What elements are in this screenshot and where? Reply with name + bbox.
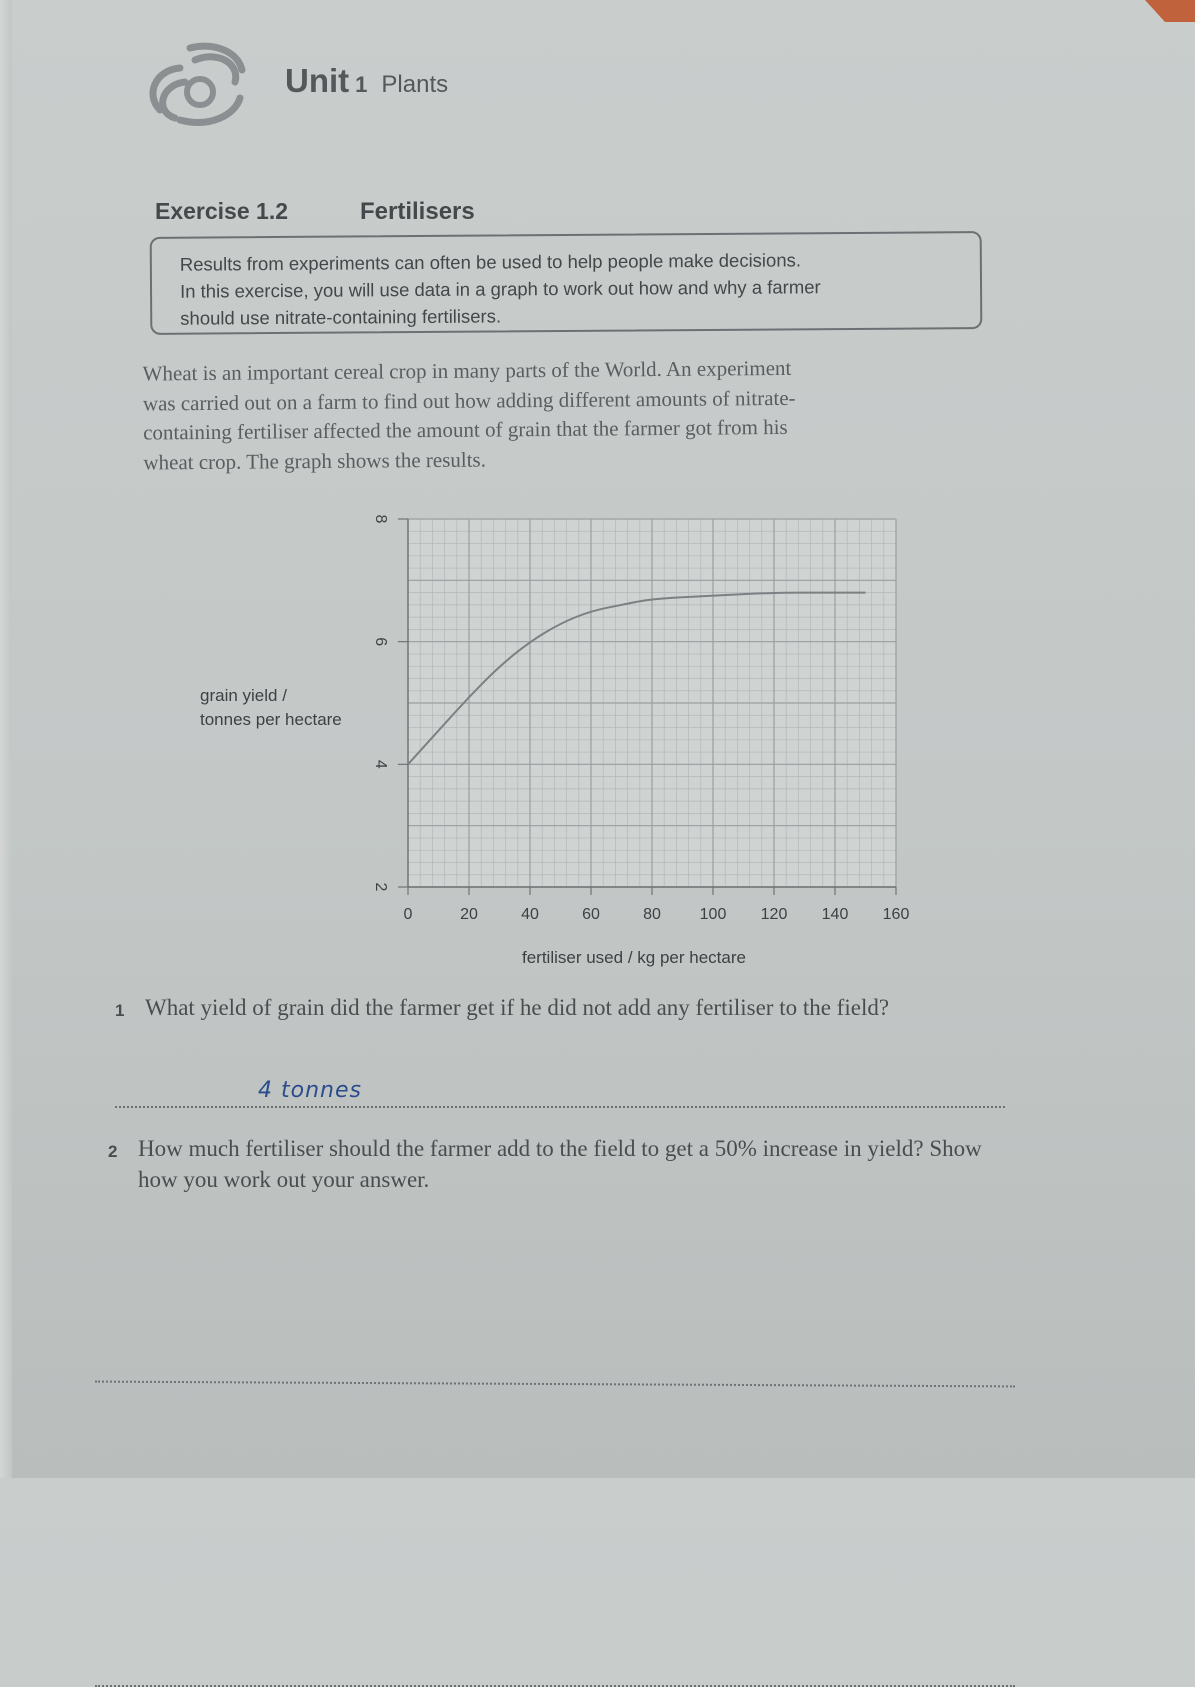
paragraph-line: wheat crop. The graph shows the results. xyxy=(143,447,487,475)
answer-line-1[interactable] xyxy=(115,1106,1005,1108)
question-text: How much fertiliser should the farmer add to the field to get a 50% increase in yield? Show how you work out your answer. xyxy=(138,1136,982,1192)
answer-line-2[interactable] xyxy=(95,1381,1015,1388)
intro-line: In this exercise, you will use data in a graph to work out how and why a farmer xyxy=(179,276,821,302)
exercise-label: Exercise 1.2 xyxy=(155,198,289,224)
x-tick-label: 100 xyxy=(699,906,727,923)
unit-name: Plants xyxy=(381,71,449,98)
question-text: What yield of grain did the farmer get if he did not add any fertiliser to the field? xyxy=(145,995,890,1020)
x-tick-label: 40 xyxy=(521,906,539,923)
y-tick-label: 6 xyxy=(372,637,389,647)
page-corner xyxy=(1145,0,1195,22)
y-axis-label-line: grain yield / xyxy=(200,686,287,705)
question-1 xyxy=(115,992,985,1023)
yield-chart xyxy=(360,505,940,945)
x-tick-label: 60 xyxy=(582,906,600,923)
paragraph-line: Wheat is an important cereal crop in many parts of the World. An experiment xyxy=(142,355,792,386)
x-tick-label: 80 xyxy=(643,906,661,923)
y-axis-label xyxy=(200,684,342,732)
intro-line: should use nitrate-containing fertilisers. xyxy=(180,305,502,329)
intro-line: Results from experiments can often be used to help people make decisions. xyxy=(179,249,802,275)
x-tick-label: 140 xyxy=(821,906,849,923)
x-tick-label: 20 xyxy=(460,906,478,923)
y-tick-label: 2 xyxy=(372,882,389,892)
unit-number: 1 xyxy=(355,72,368,97)
answer-1: 4 tonnes xyxy=(258,1078,362,1103)
page-edge xyxy=(0,0,12,1478)
unit-title xyxy=(285,62,448,100)
body-paragraph xyxy=(143,352,954,477)
y-axis-label-line: tonnes per hectare xyxy=(200,710,342,729)
paragraph-line: containing fertiliser affected the amount of grain that the farmer got from his xyxy=(143,414,788,445)
unit-logo-icon xyxy=(140,40,250,130)
y-tick-label: 4 xyxy=(372,759,389,769)
exercise-title: Fertilisers xyxy=(360,198,475,225)
question-number: 2 xyxy=(108,1142,118,1161)
x-tick-label: 0 xyxy=(403,906,413,923)
unit-word: Unit xyxy=(285,62,350,99)
paragraph-line: was carried out on a farm to find out how adding different amounts of nitrate- xyxy=(142,385,796,416)
intro-box xyxy=(150,231,983,335)
question-number: 1 xyxy=(115,1001,125,1020)
x-tick-label: 160 xyxy=(882,906,910,923)
y-tick-label: 8 xyxy=(372,514,389,524)
question-2 xyxy=(108,1133,1008,1195)
x-axis-label: fertiliser used / kg per hectare xyxy=(522,948,746,967)
x-tick-label: 120 xyxy=(760,906,788,923)
